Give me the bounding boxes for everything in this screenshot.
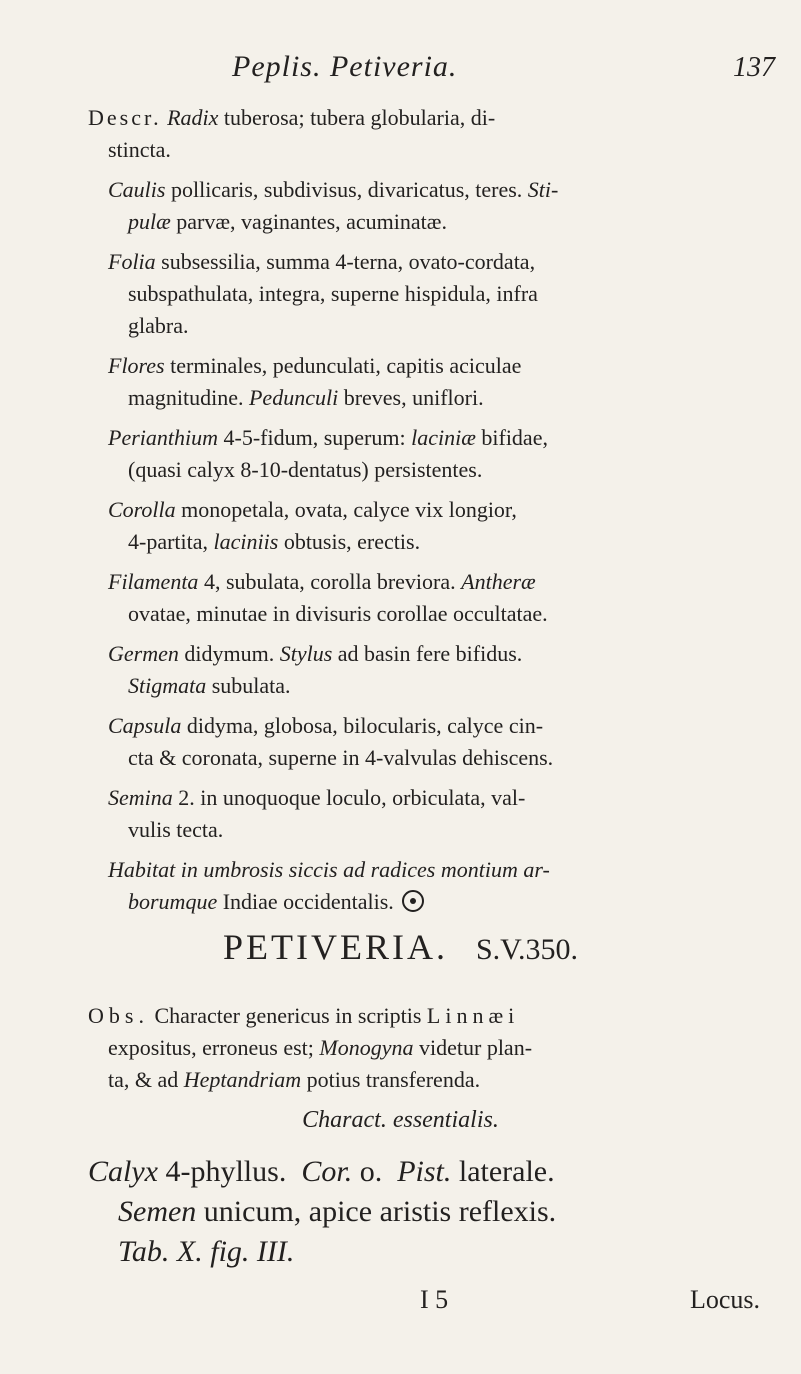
habitat-cont: Indiae occidentalis. [222,889,394,914]
term-cor: Cor. [301,1155,353,1188]
capsula-cont: cta & coronata, superne in 4-valvulas dehiscens. [128,745,554,770]
term-heptandriam: Heptandriam [183,1067,302,1092]
obs-label: Obs. [88,1003,149,1028]
perianthium [88,422,778,486]
germen [88,638,778,702]
essential-character [88,1152,788,1272]
corolla-cont-pre: 4-partita, [128,529,209,554]
term-calyx: Calyx [88,1155,158,1188]
genus-heading [0,926,801,968]
character-heading: Charact. essentialis. [302,1107,499,1133]
radix-cont: stincta. [108,137,171,162]
term-caulis: Caulis [108,177,166,202]
capsula-text: didyma, globosa, bilocularis, calyce cin- [186,713,544,738]
signature-mark: I 5 [420,1285,449,1314]
germen-text: didymum. [184,641,275,666]
folia-cont2: glabra. [128,313,189,338]
term-stylus: Stylus [279,641,333,666]
term-pist: Pist. [397,1155,452,1188]
folia [88,246,778,342]
running-title: Peplis. Petiveria. [232,50,458,83]
term-semen: Semen [118,1195,197,1228]
stipulae-text: parvæ, vaginantes, acuminatæ. [176,209,447,234]
term-perianthium: Perianthium [108,425,218,450]
term-filamenta: Filamenta [108,569,199,594]
perennial-symbol-icon [402,890,424,912]
plate-reference: Tab. X. fig. III. [118,1235,295,1268]
calyx-text: 4-phyllus. [165,1155,287,1188]
filamenta [88,566,778,630]
observation [88,1000,778,1096]
semina [88,782,778,846]
folia-cont1: subspathulata, integra, superne hispidula, infra [128,281,538,306]
descr-radix [88,102,778,166]
perianthium-text: 4-5-fidum, superum: [223,425,406,450]
habitat [88,854,778,918]
term-antherae: Antheræ [461,569,536,594]
obs-author: Linnæi [426,1003,520,1028]
term-stipulae-cont: pulæ [128,209,171,234]
term-corolla: Corolla [108,497,176,522]
descr-label: Descr. [88,105,162,130]
habitat-text: Habitat in umbrosis siccis ad radices montium ar- [108,857,550,882]
semen-text: unicum, apice aristis reflexis. [203,1195,557,1228]
perianthium-cont: (quasi calyx 8-10-dentatus) persistentes. [128,457,483,482]
stylus-text: ad basin fere bifidus. [337,641,523,666]
page-number: 137 [733,52,775,83]
capsula [88,710,778,774]
semina-cont: vulis tecta. [128,817,224,842]
term-flores: Flores [108,353,165,378]
obs-cont1-post: videtur plan- [419,1035,533,1060]
laciniae-text: bifidae, [481,425,548,450]
term-stipulae: Sti- [527,177,559,202]
species-description [88,102,778,926]
obs-cont2-pre: ta, & ad [108,1067,179,1092]
corolla-cont: obtusis, erectis. [283,529,421,554]
pedunculi-text: breves, uniflori. [343,385,484,410]
obs-cont2-post: potius transferenda. [306,1067,481,1092]
cor-text: o. [359,1155,383,1188]
caulis-text: pollicaris, subdivisus, divaricatus, teres. [170,177,523,202]
habitat-cont-term: borumque [128,889,218,914]
page-header [0,48,801,88]
term-monogyna: Monogyna [319,1035,414,1060]
stigmata-text: subulata. [211,673,291,698]
term-germen: Germen [108,641,179,666]
term-radix: Radix [167,105,219,130]
flores-text: terminales, pedunculati, capitis aciculae [170,353,522,378]
term-pedunculi: Pedunculi [248,385,339,410]
flores-cont-pre: magnitudine. [128,385,244,410]
flores [88,350,778,414]
term-laciniis: laciniis [213,529,279,554]
antherae-text: ovatae, minutae in divisuris corollae occultatae. [128,601,548,626]
obs-cont1-pre: expositus, erroneus est; [108,1035,314,1060]
semina-text: 2. in unoquoque loculo, orbiculata, val- [178,785,526,810]
genus-reference: S.V.350. [476,933,578,966]
caulis [88,174,778,238]
radix-text: tuberosa; tubera globularia, di- [223,105,496,130]
corolla-text: monopetala, ovata, calyce vix longior, [181,497,517,522]
folia-text: subsessilia, summa 4-terna, ovato-cordata, [161,249,536,274]
pist-text: laterale. [458,1155,555,1188]
term-semina: Semina [108,785,173,810]
genus-name: PETIVERIA. [223,927,448,967]
filamenta-text: 4, subulata, corolla breviora. [203,569,456,594]
term-folia: Folia [108,249,156,274]
corolla [88,494,778,558]
term-laciniae: laciniæ [411,425,476,450]
catchword: Locus. [690,1285,761,1314]
term-stigmata: Stigmata [128,673,207,698]
obs-text: Character genericus in scriptis [154,1003,422,1028]
term-capsula: Capsula [108,713,182,738]
